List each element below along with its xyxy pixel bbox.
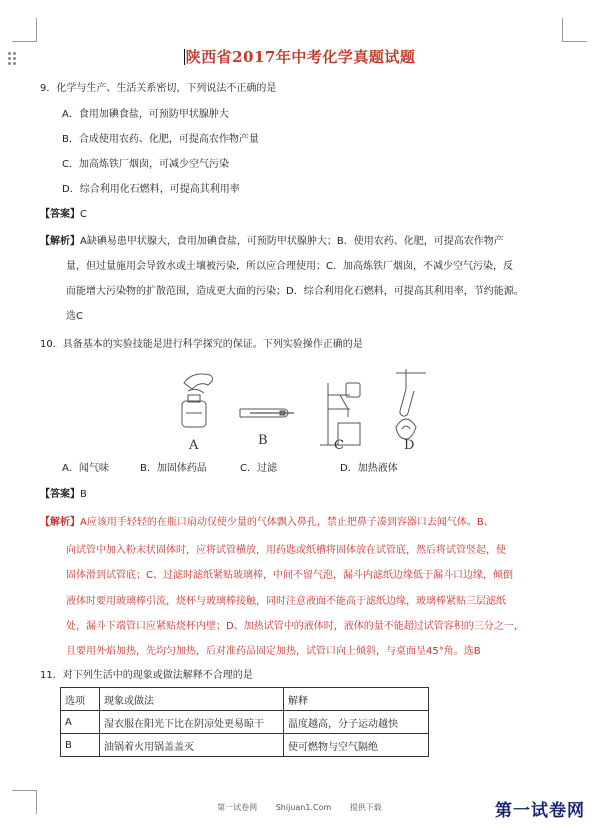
- footer-left: 第一试卷网: [217, 803, 258, 812]
- lab-apparatus-figure: [170, 365, 440, 457]
- figure-b-solid-in-tube: [240, 409, 294, 417]
- q9-answer: [40, 208, 87, 222]
- table-header-cell: 现象或做法: [100, 688, 284, 711]
- q9-option-d: D．综合利用化石燃料，可提高其利用率: [62, 184, 240, 195]
- q10-caption-b: B．加固体药品: [140, 463, 207, 474]
- table-cell: 油锅着火用锅盖盖灭: [100, 734, 284, 757]
- q10-analysis-line-3: 固体滑到试管底；C、过滤时滤纸紧贴玻璃棒，中间不留气泡，漏斗内滤纸边缘低于漏斗口边缘，倾倒: [66, 570, 513, 581]
- q10-answer-value: B: [80, 489, 87, 500]
- q10-analysis-text-1: A应该用手轻轻的在瓶口扇动仅使少量的气体飘入鼻孔，禁止把鼻子凑到容器口去闻气体。B、: [80, 517, 494, 528]
- table-row: [61, 734, 429, 757]
- figure-d-heat-liquid: [396, 369, 426, 439]
- footer-center: Shijuan1.Com: [275, 803, 332, 812]
- table-header-row: [61, 688, 429, 711]
- q9-option-c: C．加高炼铁厂烟囱，可减少空气污染: [62, 159, 229, 170]
- q9-answer-value: C: [80, 209, 87, 220]
- q9-stem: 9．化学与生产、生活关系密切，下列说法不正确的是: [40, 83, 277, 94]
- crop-mark-top-left: [36, 18, 37, 42]
- figure-label-b: B: [258, 433, 268, 448]
- q10-stem: 10．具备基本的实验技能是进行科学探究的保证。下列实验操作正确的是: [40, 339, 363, 350]
- q9-analysis-line-1: [40, 235, 504, 249]
- figure-label-a: A: [189, 438, 199, 453]
- q9-analysis-line-3: 而能增大污染物的扩散范围，造成更大面的污染；D．综合利用化石燃料，可提高其利用率，节约能源。: [66, 286, 524, 297]
- q9-option-b: B．合成使用农药、化肥，可提高农作物产量: [62, 134, 259, 145]
- table-header-cell: 选项: [61, 688, 100, 711]
- q9-analysis-tag: 【解析】: [40, 236, 80, 247]
- figure-label-d: D: [404, 438, 415, 453]
- q9-option-a: A．食用加碘食盐，可预防甲状腺肿大: [62, 109, 229, 120]
- crop-mark-top-right-h: [563, 41, 587, 42]
- text-cursor: [184, 49, 185, 65]
- q10-caption-c: C．过滤: [240, 463, 277, 474]
- q10-analysis-line-2: 向试管中加入粉末状固体时，应将试管横放，用药匙或纸槽将固体放在试管底，然后将试管竖起，使: [66, 545, 506, 556]
- footer-right: 提供下载: [349, 803, 382, 812]
- q10-answer-tag: 【答案】: [40, 489, 80, 500]
- q9-analysis-line-2: 量，但过量施用会导致水或土壤被污染，所以应合理使用；C．加高炼铁厂烟囱，不减少空气污染，反: [66, 261, 513, 272]
- table-cell: 使可燃物与空气隔绝: [284, 734, 429, 757]
- table-cell: 湿衣服在阳光下比在阴凉处更易晾干: [100, 711, 284, 734]
- table-header-cell: 解释: [284, 688, 429, 711]
- q10-analysis-line-1: [40, 516, 494, 530]
- q10-analysis-line-6: 且要用外焰加热，先均匀加热，后对准药品固定加热，试管口向上倾斜，与桌面呈45°角。选B: [66, 646, 481, 657]
- q9-analysis-text-1: A缺碘易患甲状腺大，食用加碘食盐，可预防甲状腺肿大；B．使用农药、化肥，可提高农作物产: [80, 236, 504, 247]
- q10-analysis-line-4: 液体时要用玻璃棒引流，烧杯与玻璃棒接触，同时注意液面不能高于滤纸边缘，玻璃棒紧贴三层滤纸: [66, 596, 506, 607]
- table-row: [61, 711, 429, 734]
- q9-answer-tag: 【答案】: [40, 209, 80, 220]
- figure-c-filtration: [320, 383, 360, 445]
- table-cell: B: [61, 734, 100, 757]
- crop-mark-top-left-h: [12, 41, 36, 42]
- page-title-text: 陕西省2017年中考化学真题试题: [185, 48, 416, 66]
- q10-answer: [40, 488, 87, 502]
- page-title: [0, 46, 599, 67]
- site-logo: 第一试卷网: [495, 801, 585, 821]
- crop-mark-bottom-left-h: [12, 790, 36, 791]
- q10-analysis-tag: 【解析】: [40, 517, 80, 528]
- q10-caption-d: D．加热液体: [340, 463, 398, 474]
- q10-caption-a: A．闻气味: [62, 463, 109, 474]
- table-cell: A: [61, 711, 100, 734]
- figure-a-smell-gas: [182, 374, 213, 427]
- q9-analysis-line-4: 选C: [66, 311, 83, 322]
- q11-table: [60, 687, 429, 757]
- figure-label-c: C: [334, 438, 344, 453]
- q10-analysis-line-5: 处，漏斗下端管口应紧贴烧杯内壁；D、加热试管中的液体时，液体的量不能超过试管容积的三分之一，: [66, 621, 524, 632]
- q11-stem: 11．对下列生活中的现象或做法解释不合理的是: [40, 670, 253, 681]
- table-cell: 温度越高，分子运动越快: [284, 711, 429, 734]
- crop-mark-top-right: [562, 18, 563, 42]
